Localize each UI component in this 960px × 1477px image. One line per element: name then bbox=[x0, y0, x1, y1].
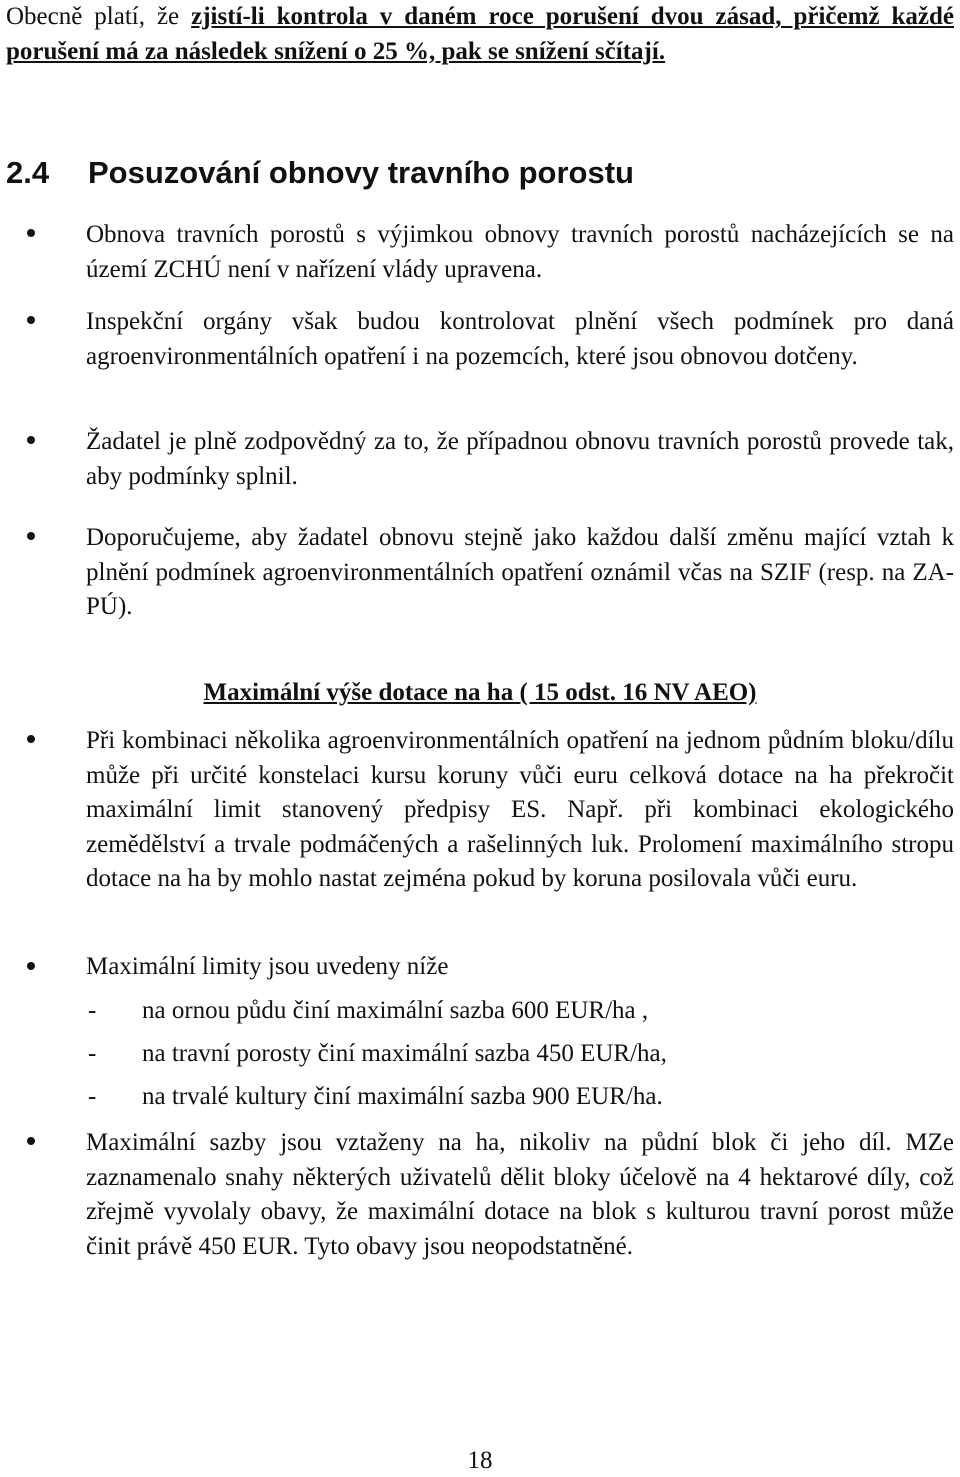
bullet-paragraph-1: Obnova travních porostů s výjimkou obnovy travních porostů nacházejících se na území ZCHÚ není v nařízení vlády upravena. bbox=[86, 221, 954, 283]
bullet-icon bbox=[27, 229, 35, 237]
dash-marker: - bbox=[88, 997, 97, 1024]
bullet-paragraph-4: Doporučujeme, aby žadatel obnovu stejně jako každou další změnu mající vztah k plnění podmínek agroenvironmentálních opatření oznámil včas na SZIF (resp. na ZA-PÚ). bbox=[86, 524, 954, 620]
limits-intro-paragraph: Maximální limity jsou uvedeny níže bbox=[86, 953, 449, 980]
dash-marker: - bbox=[88, 1083, 97, 1110]
limit-text: na travní porosty činí maximální sazba 450 EUR/ha, bbox=[142, 1040, 667, 1067]
page-number: 18 bbox=[467, 1447, 493, 1474]
section-title: Posuzování obnovy travního porostu bbox=[88, 155, 634, 190]
limit-text: na ornou půdu činí maximální sazba 600 EUR/ha , bbox=[142, 997, 649, 1024]
limit-item bbox=[88, 1080, 948, 1114]
limit-item bbox=[88, 1037, 948, 1071]
bullet-icon bbox=[27, 735, 35, 743]
bullet-icon bbox=[27, 1137, 35, 1145]
section-heading bbox=[6, 154, 634, 192]
dash-marker: - bbox=[88, 1040, 97, 1067]
bullet-icon bbox=[27, 316, 35, 324]
intro-paragraph bbox=[6, 0, 954, 69]
bullet-icon bbox=[27, 962, 35, 970]
bullet-icon bbox=[27, 532, 35, 540]
bullet-paragraph-2: Inspekční orgány však budou kontrolovat plnění všech podmínek pro daná agroenvironmentálních opatření i na pozemcích, které jsou obnovou dotčeny. bbox=[86, 308, 954, 370]
max-rates-paragraph: Maximální sazby jsou vztaženy na ha, nikoliv na půdní blok či jeho díl. MZe zaznamenalo snahy některých uživatelů dělit bloky účelově na 4 hektarové díly, což zřejmě vyvolaly obavy, že maximální dotace na blok s kulturou travní porost může činit právě 450 EUR. Tyto obavy jsou neopodstatněné. bbox=[86, 1129, 954, 1260]
bullet-icon bbox=[27, 436, 35, 444]
intro-underlined-text: zjistí-li kontrola v daném roce porušení dvou zásad, přičemž každé porušení má za následek snížení o 25 %, pak se snížení sčítají. bbox=[6, 3, 954, 65]
limit-item bbox=[88, 994, 948, 1028]
max-subsidy-paragraph: Při kombinaci několika agroenvironmentálních opatření na jednom půdním bloku/dílu může při určité konstelaci kursu koruny vůči euru celková dotace na ha překročit maximální limit stanovený předpisy ES. Např. při kombinaci ekologického zemědělství a trvale podmáčených a rašelinných luk. Prolomení maximálního stropu dotace na ha by mohlo nastat zejména pokud by koruna posilovala vůči euru. bbox=[86, 727, 954, 892]
intro-text: Obecně platí, že bbox=[6, 3, 192, 30]
section-number: 2.4 bbox=[6, 155, 50, 190]
subsection-title: Maximální výše dotace na ha ( 15 odst. 16 NV AEO) bbox=[203, 679, 757, 706]
limit-text: na trvalé kultury činí maximální sazba 900 EUR/ha. bbox=[142, 1083, 663, 1110]
bullet-paragraph-3: Žadatel je plně zodpovědný za to, že případnou obnovu travních porostů provede tak, aby podmínky splnil. bbox=[86, 428, 954, 490]
